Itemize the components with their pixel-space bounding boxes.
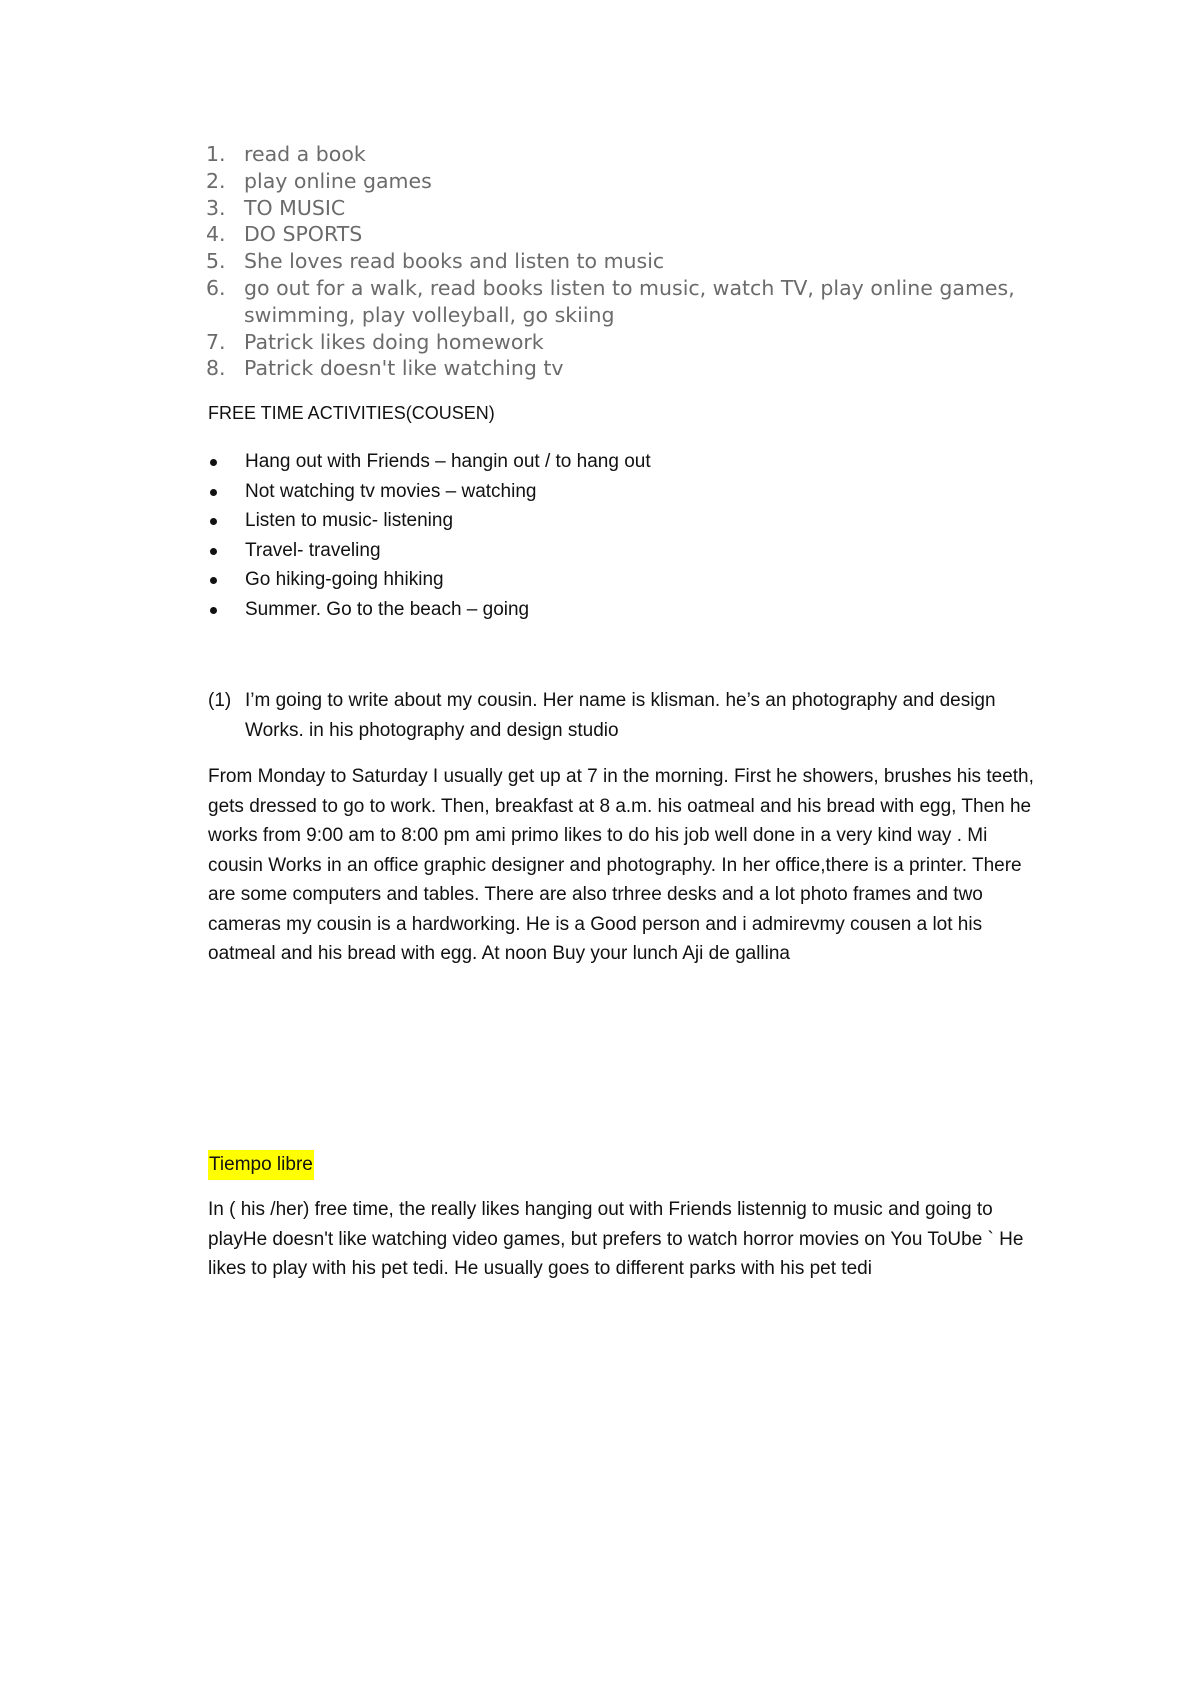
bullet-list-item [208,447,1028,477]
bullet-text: Hang out with Friends – hangin out / to hang out [245,451,651,472]
list-number: 7. [206,329,226,354]
highlighted-heading: Tiempo libre [208,1150,314,1180]
numbered-list-item [206,221,1026,248]
bullet-text: Summer. Go to the beach – going [245,598,530,620]
bullet-icon [210,548,217,555]
numbered-list-item [206,355,1026,382]
bullet-text: Listen to music- listening [245,510,454,531]
bullet-list [208,447,1028,624]
bullet-icon [210,459,217,466]
list-item-text: She loves read books and listen to music [244,249,665,274]
bullet-icon [210,518,217,525]
list-item-text: Patrick likes doing homework [244,329,544,354]
list-item-text: Patrick doesn't like watching tv [244,356,564,381]
numbered-list-item [206,248,1026,275]
list-item-text: TO MUSIC [244,195,346,220]
bullet-list-item [208,536,1028,566]
bullet-list-item [208,506,1028,536]
intro-text: I’m going to write about my cousin. Her name is klisman. he’s an photography and design Works. in his photography and design studio [245,690,996,741]
cousin-paragraph: From Monday to Saturday I usually get up at 7 in the morning. First he showers, brushes his teeth, gets dressed to go to work. Then, breakfast at 8 a.m. his oatmeal and his bread with egg, Then he works from 9:00 am to 8:00 pm ami primo likes to do his job well done in a very kind way . Mi cousin Works in an office graphic designer and photography. In her office,there is a printer. There are some computers and tables. There are also trhree desks and a lot photo frames and two cameras my cousin is a hardworking. He is a Good person and i admirevmy cousen a lot his oatmeal and his bread with egg. At noon Buy your lunch Aji de gallina [208,766,1034,964]
numbered-list-item [206,168,1026,195]
bullet-icon [210,607,217,614]
list-number: 5. [206,249,226,274]
intro-marker: (1) [208,690,232,711]
list-number: 8. [206,356,226,381]
bullet-list-item [208,477,1028,507]
list-item-text: go out for a walk, read books listen to music, watch TV, play online games, swimming, play volleyball, go skiing [244,275,1015,327]
bullet-icon [210,577,217,584]
list-item-text: DO SPORTS [244,222,363,247]
list-number: 6. [206,275,226,300]
bullet-icon [210,489,217,496]
bullet-list-item [208,595,1028,625]
numbered-list-item [206,195,1026,222]
free-time-paragraph: In ( his /her) free time, the really likes hanging out with Friends listennig to music and going to playHe doesn't like watching video games, but prefers to watch horror movies on You ToUbe ` He likes to play with his pet tedi. He usually goes to different parks with his pet tedi [208,1199,1024,1279]
bullet-list-item [208,565,1028,595]
bullet-text: Travel- traveling [245,539,381,561]
numbered-list-item [206,141,1026,168]
list-number: 3. [206,195,226,220]
list-number: 1. [206,142,226,166]
numbered-list [206,141,1026,382]
list-item-text: read a book [244,142,366,166]
list-number: 4. [206,222,226,247]
numbered-list-item [206,329,1026,356]
numbered-list-item [206,275,1026,329]
bullet-text: Not watching tv movies – watching [245,480,537,502]
section-heading: FREE TIME ACTIVITIES(COUSEN) [208,403,495,423]
list-item-text: play online games [244,168,432,193]
list-number: 2. [206,168,226,193]
intro-paragraph [208,686,1008,745]
bullet-text: Go hiking-going hhiking [245,569,444,590]
